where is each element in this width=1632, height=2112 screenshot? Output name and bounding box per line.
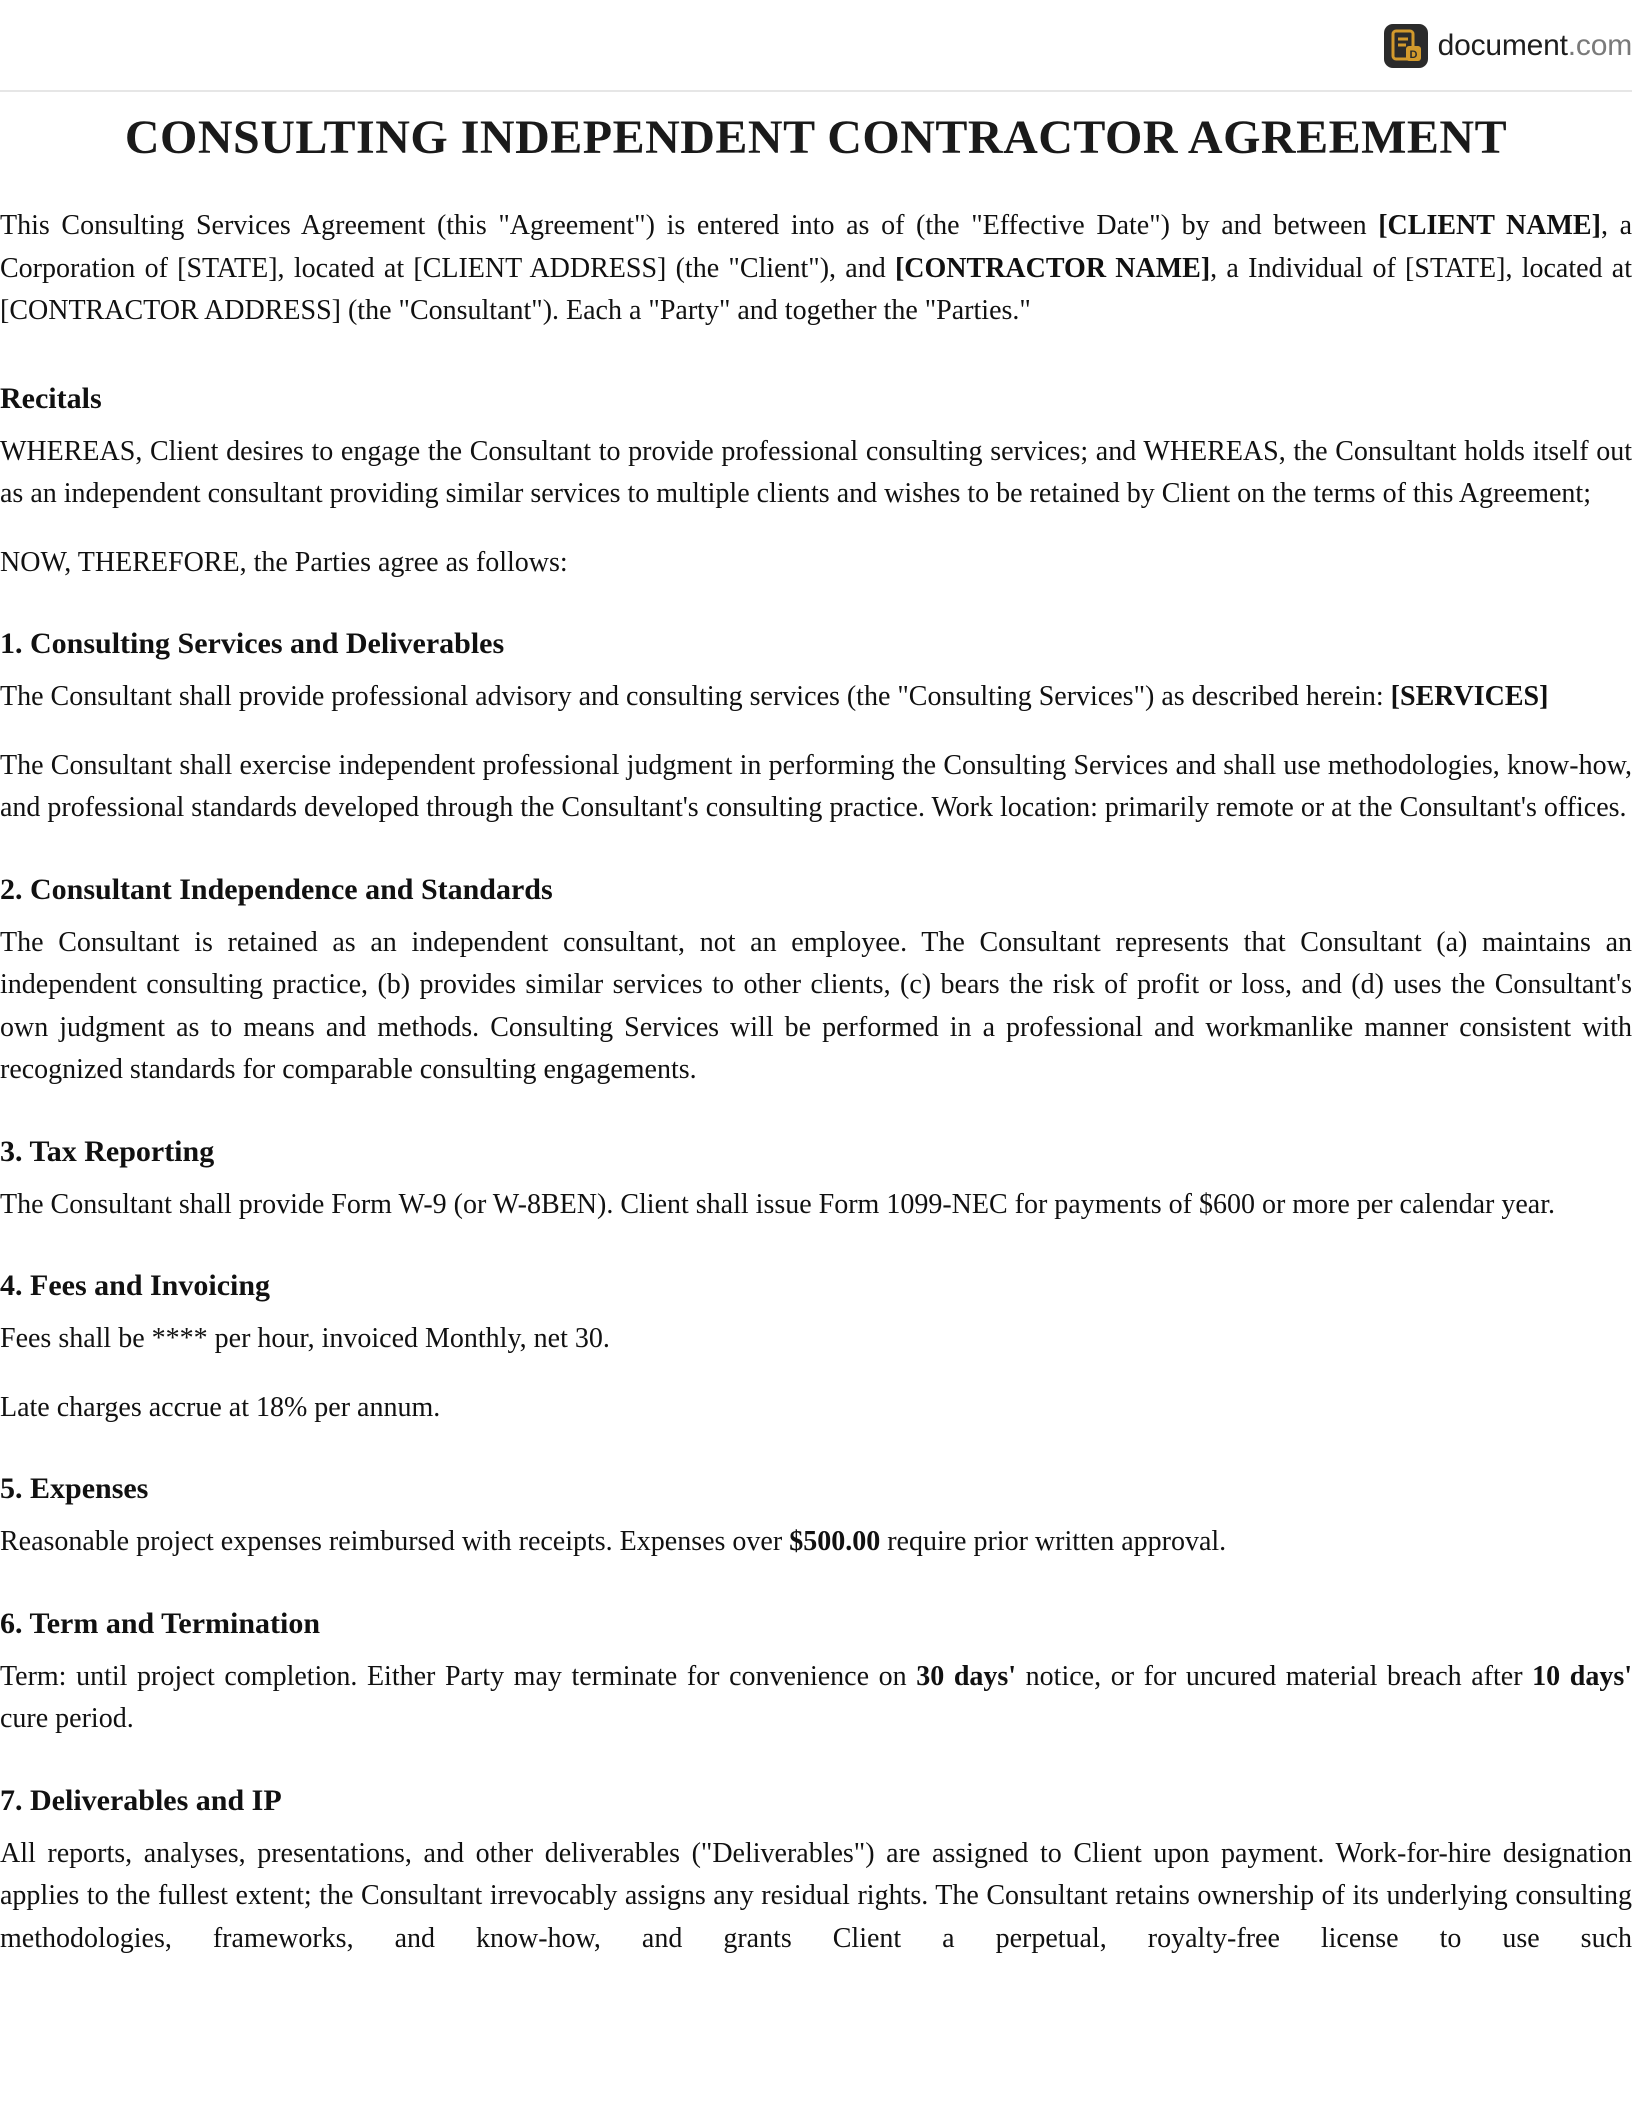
section-3-paragraph: The Consultant shall provide Form W-9 (or W-8BEN). Client shall issue Form 1099-NEC for payments of $600 or more per calendar year. xyxy=(0,1188,1555,1220)
section-heading-5: 5. Expenses xyxy=(0,1472,149,1505)
contractor-name-placeholder: [CONTRACTOR NAME] xyxy=(894,252,1211,284)
document-body xyxy=(0,110,1632,1986)
svg-text:D: D xyxy=(1409,49,1418,61)
therefore-paragraph: NOW, THEREFORE, the Parties agree as follows: xyxy=(0,546,568,578)
section-heading-7: 7. Deliverables and IP xyxy=(0,1783,282,1817)
section-7-paragraph: All reports, analyses, presentations, and other deliverables ("Deliverables") are assigned to Client upon payment. Work-for-hire designation applies to the fullest extent; the Consultant irrevocably assigns any residual rights. The Consultant retains ownership of its underlying consulting methodologies, frameworks, and know-how, and grants Client a perpetual, royalty-free license to use such xyxy=(0,1837,1632,1954)
header-bar xyxy=(0,0,1632,92)
section-5-paragraph: Reasonable project expenses reimbursed with receipts. Expenses over $500.00 require prior written approval. xyxy=(0,1526,1227,1557)
section-heading-1: 1. Consulting Services and Deliverables xyxy=(0,627,505,660)
section-1-paragraph-1: The Consultant shall provide professional advisory and consulting services (the "Consulting Services") as described herein: [SERVICES] xyxy=(0,681,1549,712)
section-4-paragraph-2: Late charges accrue at 18% per annum. xyxy=(0,1391,441,1423)
recitals-paragraph: WHEREAS, Client desires to engage the Consultant to provide professional consulting services; and WHEREAS, the Consultant holds itself out as an independent consultant providing similar services to multiple clients and wishes to be retained by Client on the terms of this Agreement; xyxy=(0,435,1632,509)
intro-paragraph: This Consulting Services Agreement (this "Agreement") is entered into as of (the "Effective Date") by and between [CLIENT NAME], a Corporation of [STATE], located at [CLIENT ADDRESS] (the "Client"), and [CONTRACTOR NAME], a Individual of [STATE], located at [CONTRACTOR ADDRESS] (the "Consultant"). Each a "Party" and together the "Parties." xyxy=(0,210,1632,326)
page-title: CONSULTING INDEPENDENT CONTRACTOR AGREEMENT xyxy=(124,111,1508,164)
expense-threshold: $500.00 xyxy=(789,1526,881,1557)
section-heading-recitals: Recitals xyxy=(0,381,102,415)
section-heading-3: 3. Tax Reporting xyxy=(0,1134,215,1168)
cure-period: 10 days' xyxy=(1532,1660,1632,1692)
section-4-paragraph-1: Fees shall be **** per hour, invoiced Monthly, net 30. xyxy=(0,1323,610,1354)
section-2-paragraph: The Consultant is retained as an independent consultant, not an employee. The Consultant represents that Consultant (a) maintains an independent consulting practice, (b) provides similar services to other clients, (c) bears the risk of profit or loss, and (d) uses the Consultant's own judgment as to means and methods. Consulting Services will be performed in a professional and workmanlike manner consistent with recognized standards for comparable consulting engagements. xyxy=(0,926,1632,1085)
brand-wordmark: document.com xyxy=(1437,29,1632,62)
section-1-paragraph-2: The Consultant shall exercise independent professional judgment in performing the Consulting Services and shall use methodologies, know-how, and professional standards developed through the Consultant's consulting practice. Work location: primarily remote or at the Consultant's offices. xyxy=(0,749,1632,823)
services-placeholder: [SERVICES] xyxy=(1390,681,1549,712)
section-heading-6: 6. Term and Termination xyxy=(0,1606,321,1640)
section-heading-2: 2. Consultant Independence and Standards xyxy=(0,872,553,906)
client-name-placeholder: [CLIENT NAME] xyxy=(1378,210,1601,241)
section-6-paragraph: Term: until project completion. Either Party may terminate for convenience on 30 days' notice, or for uncured material breach after 10 days' cure period. xyxy=(0,1660,1632,1734)
brand-logo-link[interactable] xyxy=(1384,24,1632,68)
document-logo-icon xyxy=(1384,24,1428,68)
section-heading-4: 4. Fees and Invoicing xyxy=(0,1269,271,1302)
notice-period: 30 days' xyxy=(916,1660,1017,1692)
